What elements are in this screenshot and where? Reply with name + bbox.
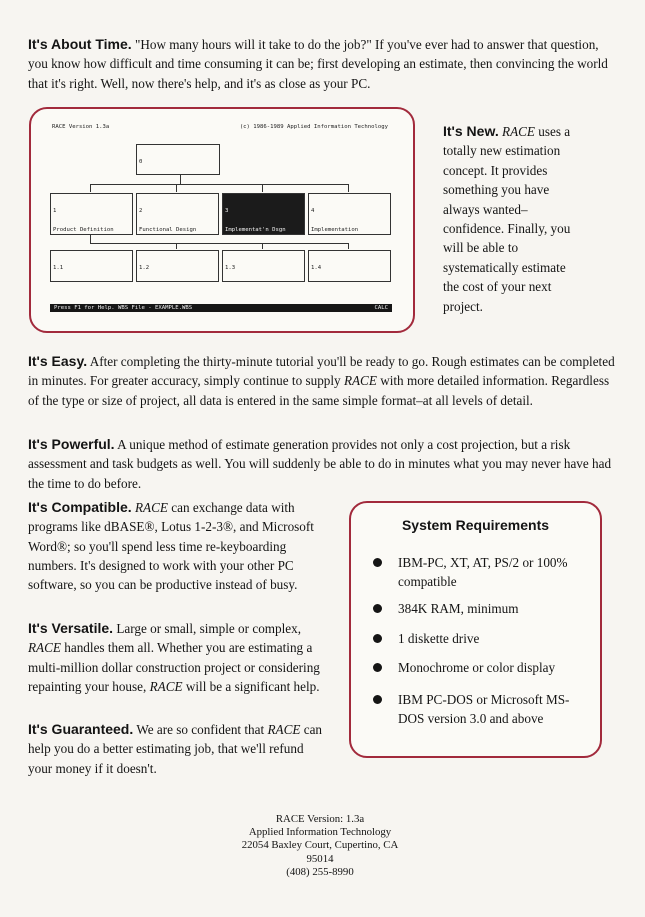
node-id: 1.3 (225, 264, 236, 271)
easy-heading: It's Easy. (28, 353, 88, 369)
footer-phone: (408) 255-8990 (286, 865, 354, 878)
guaranteed-heading: It's Guaranteed. (28, 721, 134, 737)
requirement-text: 1 diskette drive (398, 631, 480, 646)
easy-text-1: After completing the thirty-minute tutorial you'll be ready to go. Rough estimates can be completed in minutes. For greater accuracy, simply continue to supply (28, 354, 615, 389)
new-paragraph (443, 122, 583, 316)
screen-status-bar (50, 304, 392, 312)
about-paragraph (28, 35, 616, 93)
system-requirements-title: System Requirements (401, 517, 550, 533)
new-heading: It's New. (443, 123, 499, 139)
guaranteed-paragraph (28, 720, 328, 778)
compatible-race: RACE (134, 500, 168, 515)
versatile-text-1: Large or small, simple or complex, (116, 621, 302, 636)
wbs-node-2[interactable] (136, 193, 219, 235)
requirement-item (373, 690, 573, 729)
node-id: 2 (139, 207, 143, 214)
node-id: 1.1 (53, 264, 64, 271)
bullet-icon (373, 558, 382, 567)
easy-text-2: with more detailed information. Regardless of the type or size of project, all data is entered in the same simple format–at all levels of detail. (28, 373, 610, 408)
wbs-node-1-3[interactable] (222, 250, 305, 282)
new-text: uses a totally new estimation concept. It provides something you have always wanted– confidence. Finally, you will be able to systematically estimate the cost of your next project. (443, 124, 571, 314)
node-id: 1.4 (311, 264, 322, 271)
status-mode: CALC (374, 305, 388, 311)
wbs-node-1[interactable] (50, 193, 133, 235)
requirement-text: 384K RAM, minimum (398, 601, 519, 616)
node-name: Product Definition (53, 227, 114, 234)
connector-child (90, 234, 91, 243)
new-race: RACE (502, 124, 535, 139)
footer-company: Applied Information Technology (248, 826, 392, 839)
requirement-item (373, 553, 573, 592)
node-name: Implementation (311, 227, 359, 234)
bullet-icon (373, 634, 382, 643)
compatible-text: can exchange data with programs like dBASE®, Lotus 1-2-3®, and Microsoft Word®; so you'll spend less time re-keyboarding numbers. It's designed to work with your other PC software, so you can be productive instead of busy. (28, 500, 314, 593)
screen-copyright: (c) 1986-1989 Applied Information Technology (239, 124, 388, 130)
node-id: 4 (311, 207, 315, 214)
easy-race: RACE (343, 373, 377, 389)
powerful-text: A unique method of estimate generation provides not only a cost projection, but a risk assessment and task budgets as well. You will suddenly be able to do in minutes what you may never have had the time to do before. (28, 437, 612, 491)
bullet-icon (373, 695, 382, 704)
easy-paragraph (28, 352, 616, 410)
guaranteed-race: RACE (267, 722, 301, 737)
about-text: "How many hours will it take to do the job?" If you've ever had to answer that question, you know how difficult and time consuming it can be; first developing an estimate, then convincing the world that it's right. Well, now there's help, and it's as close as your PC. (28, 37, 608, 91)
connector-1-4 (348, 243, 349, 249)
versatile-paragraph (28, 619, 328, 696)
footer-address (150, 813, 490, 879)
node-id: 0 (139, 158, 143, 165)
requirement-item (373, 658, 573, 677)
requirement-text: Monochrome or color display (398, 660, 556, 675)
connector-3 (262, 184, 263, 192)
connector-1 (90, 184, 91, 192)
bullet-icon (373, 663, 382, 672)
wbs-node-1-4[interactable] (308, 250, 391, 282)
connector-level1 (90, 184, 348, 185)
node-id: 1.2 (139, 264, 150, 271)
screen-version: RACE Version 1.3a (52, 124, 110, 130)
versatile-race-2: RACE (149, 678, 183, 694)
connector-2 (176, 184, 177, 192)
compatible-paragraph (28, 498, 328, 594)
wbs-node-1-2[interactable] (136, 250, 219, 282)
node-name: Implementat'n Dsgn (225, 227, 286, 234)
versatile-text-3: will be a significant help. (185, 678, 320, 694)
node-name: Functional Design (139, 227, 197, 234)
screen-title-bar (52, 124, 388, 132)
requirement-text: IBM-PC, XT, AT, PS/2 or 100% compatible (398, 555, 568, 590)
node-id: 3 (225, 207, 229, 214)
wbs-node-root[interactable] (136, 144, 220, 175)
connector-1-3 (262, 243, 263, 249)
bullet-icon (373, 604, 382, 613)
footer-version: RACE Version: 1.3a (275, 813, 365, 825)
wbs-node-4[interactable] (308, 193, 391, 235)
footer-street: 22054 Baxley Court, Cupertino, CA (241, 839, 399, 852)
footer-zip: 95014 (306, 852, 334, 865)
connector-4 (348, 184, 349, 192)
guaranteed-text-1: We are so confident that (136, 722, 265, 737)
compatible-heading: It's Compatible. (28, 499, 132, 515)
race-screen (50, 122, 392, 314)
versatile-text-2: handles them all. Whether you are estimating a multi-million dollar construction project or considering repainting your house, (28, 640, 320, 694)
versatile-race-1: RACE (28, 640, 61, 656)
requirement-item (373, 629, 573, 648)
node-id: 1 (53, 207, 57, 214)
powerful-heading: It's Powerful. (28, 436, 115, 452)
system-requirements-box (349, 501, 602, 758)
requirement-item (373, 599, 573, 618)
guaranteed-text-2: can help you do a better estimating job, that we'll refund your money if it doesn't. (28, 722, 323, 776)
requirement-text: IBM PC-DOS or Microsoft MS-DOS version 3.0 and above (398, 692, 570, 727)
connector-level2 (90, 243, 348, 244)
powerful-paragraph (28, 435, 616, 493)
about-heading: It's About Time. (28, 36, 132, 52)
connector-root (180, 174, 181, 184)
wbs-node-3-selected[interactable] (222, 193, 305, 235)
wbs-node-1-1[interactable] (50, 250, 133, 282)
status-help: Press F1 for Help. WBS File - EXAMPLE.WBS (54, 305, 193, 311)
versatile-heading: It's Versatile. (28, 620, 114, 636)
connector-1-2 (176, 243, 177, 249)
